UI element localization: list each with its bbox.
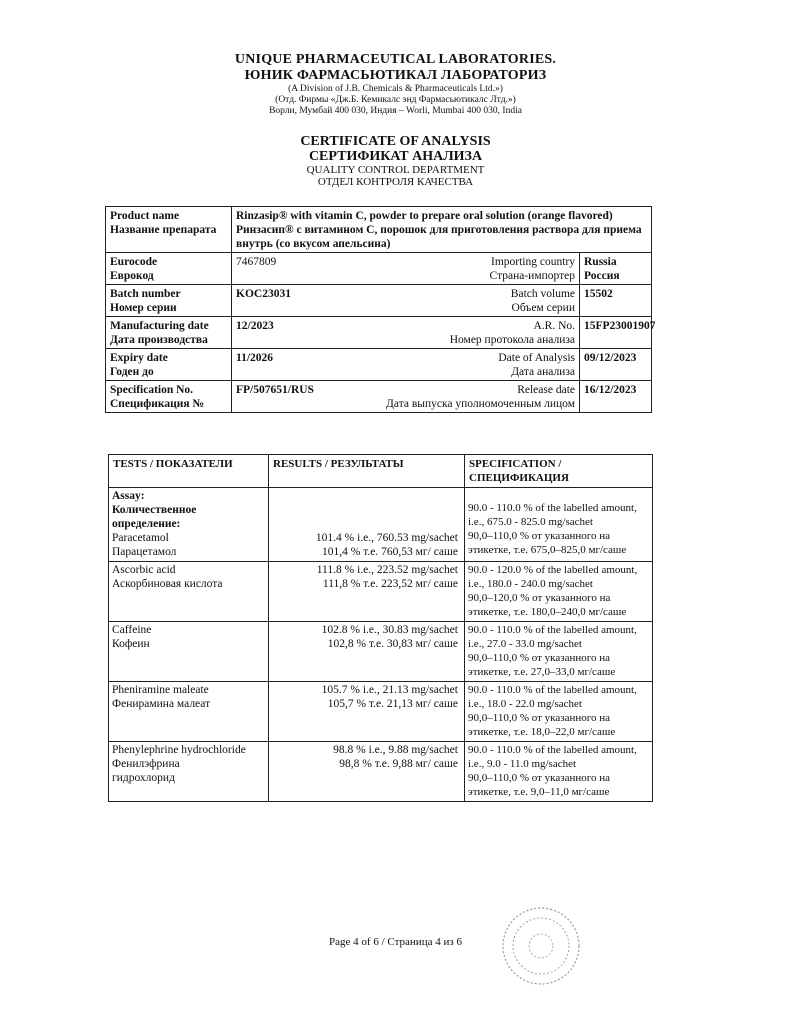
division-en: (A Division of J.B. Chemicals & Pharmaceuticals Ltd.»)	[288, 84, 503, 94]
table-row	[109, 622, 653, 682]
spec-line: 90.0 - 110.0 % of the labelled amount,	[468, 502, 637, 514]
col-tests: TESTS / ПОКАЗАТЕЛИ	[109, 455, 269, 488]
importing-value-en: Russia	[584, 256, 617, 268]
mfg-label	[106, 317, 232, 349]
test-name	[109, 742, 269, 802]
eurocode-label-ru: Еврокод	[110, 270, 154, 282]
result-ru: 98,8 % т.е. 9,88 мг/ саше	[339, 758, 458, 770]
result-ru: 105,7 % т.е. 21,13 мг/ саше	[327, 698, 458, 710]
batch-label-ru: Номер серии	[110, 302, 177, 314]
volume-label	[358, 285, 580, 317]
title-certificate-ru: СЕРТИФИКАТ АНАЛИЗА	[308, 149, 483, 164]
test-specification	[465, 682, 653, 742]
volume-label-en: Batch volume	[510, 288, 575, 300]
test-result	[269, 742, 465, 802]
col-spec-line-2: СПЕЦИФИКАЦИЯ	[469, 472, 569, 484]
expiry-label-en: Expiry date	[110, 352, 168, 364]
test-name-en: Caffeine	[112, 624, 152, 636]
spec-line: 90,0–110,0 % от указанного на	[468, 530, 610, 542]
page-number: Page 4 of 6 / Страница 4 из 6	[329, 936, 462, 948]
spec-line: этикетке, т.е. 27,0–33,0 мг/саше	[468, 666, 616, 678]
assay-heading-en: Assay:	[112, 490, 145, 502]
expiry-label-ru: Годен до	[110, 366, 154, 378]
spec-line: этикетке, т.е. 18,0–22,0 мг/саше	[468, 726, 616, 738]
spec-line: i.e., 180.0 - 240.0 mg/sachet	[468, 578, 593, 590]
batch-label-en: Batch number	[110, 288, 181, 300]
department-en: QUALITY CONTROL DEPARTMENT	[306, 164, 485, 176]
tests-table	[108, 454, 653, 802]
spec-line: 90.0 - 120.0 % of the labelled amount,	[468, 564, 638, 576]
col-specification	[465, 455, 653, 488]
spec-line: i.e., 18.0 - 22.0 mg/sachet	[468, 698, 582, 710]
expiry-label	[106, 349, 232, 381]
test-result	[269, 622, 465, 682]
result-en: 105.7 % i.e., 21.13 mg/sachet	[321, 684, 458, 696]
spec-line: 90,0–110,0 % от указанного на	[468, 712, 610, 724]
test-name-ru-2: гидрохлорид	[112, 772, 175, 784]
product-label-en: Product name	[110, 210, 180, 222]
eurocode-row	[106, 253, 652, 285]
company-seal-stamp	[498, 903, 584, 989]
eurocode-value: 7467809	[232, 253, 358, 285]
batch-row	[106, 285, 652, 317]
seal-inner-ring	[513, 918, 569, 974]
company-name-ru: ЮНИК ФАРМАСЬЮТИКАЛ ЛАБОРАТОРИЗ	[244, 68, 547, 83]
batch-value: KOC23031	[232, 285, 358, 317]
letterhead	[0, 52, 791, 117]
importing-label-en: Importing country	[491, 256, 575, 268]
title-certificate-en: CERTIFICATE OF ANALYSIS	[300, 134, 491, 149]
department-ru: ОТДЕЛ КОНТРОЛЯ КАЧЕСТВА	[317, 176, 474, 188]
test-specification	[465, 622, 653, 682]
spec-line: этикетке, т.е. 675,0–825,0 мг/саше	[468, 544, 627, 556]
tests-header-row	[109, 455, 653, 488]
analysis-label-ru: Дата анализа	[511, 366, 575, 378]
test-name-en: Pheniramine maleate	[112, 684, 209, 696]
manufacturing-row	[106, 317, 652, 349]
analysis-label-en: Date of Analysis	[498, 352, 575, 364]
eurocode-label-en: Eurocode	[110, 256, 158, 268]
test-name	[109, 562, 269, 622]
spec-line: 90,0–110,0 % от указанного на	[468, 772, 610, 784]
mfg-label-en: Manufacturing date	[110, 320, 209, 332]
expiry-row	[106, 349, 652, 381]
analysis-label	[358, 349, 580, 381]
division-ru: (Отд. Фирмы «Дж.Б. Кемикалс энд Фармасьютикалс Лтд.»)	[275, 95, 516, 105]
product-row	[106, 207, 652, 253]
test-specification	[465, 742, 653, 802]
test-result	[269, 488, 465, 562]
test-result	[269, 682, 465, 742]
document-titles	[0, 134, 791, 188]
specification-row	[106, 381, 652, 413]
expiry-value: 11/2026	[232, 349, 358, 381]
assay-heading-ru-2: определение:	[112, 518, 181, 530]
company-address: Ворли, Мумбай 400 030, Индия – Worli, Mumbai 400 030, India	[269, 106, 522, 116]
assay-heading-ru-1: Количественное	[112, 504, 197, 516]
release-label	[358, 381, 580, 413]
spec-label-en: Specification No.	[110, 384, 194, 396]
product-value-en: Rinzasip® with vitamin C, powder to prepare oral solution (orange flavored)	[236, 210, 613, 222]
release-label-en: Release date	[517, 384, 575, 396]
release-label-ru: Дата выпуска уполномоченным лицом	[386, 398, 575, 410]
test-name	[109, 682, 269, 742]
test-name-en: Phenylephrine hydrochloride	[112, 744, 246, 756]
test-name-ru: Фенирамина малеат	[112, 698, 211, 710]
result-ru: 102,8 % т.е. 30,83 мг/ саше	[327, 638, 458, 650]
spec-label-ru: Спецификация №	[110, 398, 204, 410]
test-name-ru: Парацетамол	[112, 546, 177, 558]
ar-value: 15FP23001907	[580, 317, 652, 349]
test-name-en: Paracetamol	[112, 532, 169, 544]
result-ru: 111,8 % т.е. 223,52 мг/ саше	[322, 578, 458, 590]
spec-line: этикетке, т.е. 180,0–240,0 мг/саше	[468, 606, 627, 618]
ar-label-en: A.R. No.	[533, 320, 575, 332]
test-name-en: Ascorbic acid	[112, 564, 176, 576]
test-result	[269, 562, 465, 622]
spec-line: 90,0–110,0 % от указанного на	[468, 652, 610, 664]
company-name-en: UNIQUE PHARMACEUTICAL LABORATORIES.	[234, 52, 557, 67]
test-name-ru: Кофеин	[112, 638, 150, 650]
product-value-ru: Ринзасип® с витамином С, порошок для приготовления раствора для приема внутрь (со вкусом апельсина)	[236, 224, 642, 250]
batch-label	[106, 285, 232, 317]
importing-label	[358, 253, 580, 285]
importing-value	[580, 253, 652, 285]
test-name-ru: Фенилэфрина	[112, 758, 180, 770]
result-en: 102.8 % i.e., 30.83 mg/sachet	[321, 624, 458, 636]
table-row	[109, 682, 653, 742]
release-value: 16/12/2023	[580, 381, 652, 413]
volume-value: 15502	[580, 285, 652, 317]
importing-value-ru: Россия	[584, 270, 620, 282]
spec-label	[106, 381, 232, 413]
product-label-ru: Название препарата	[110, 224, 217, 236]
spec-line: i.e., 675.0 - 825.0 mg/sachet	[468, 516, 593, 528]
ar-label-ru: Номер протокола анализа	[449, 334, 575, 346]
product-info-table	[105, 206, 656, 413]
spec-line: 90.0 - 110.0 % of the labelled amount,	[468, 744, 637, 756]
test-name	[109, 488, 269, 562]
test-name-ru: Аскорбиновая кислота	[112, 578, 223, 590]
eurocode-label	[106, 253, 232, 285]
seal-center-ring	[529, 934, 553, 958]
table-row	[109, 562, 653, 622]
ar-label	[358, 317, 580, 349]
table-row	[109, 742, 653, 802]
test-specification	[465, 562, 653, 622]
product-label	[106, 207, 232, 253]
test-specification	[465, 488, 653, 562]
mfg-label-ru: Дата производства	[110, 334, 208, 346]
spec-line: 90.0 - 110.0 % of the labelled amount,	[468, 624, 637, 636]
spec-line: 90.0 - 110.0 % of the labelled amount,	[468, 684, 637, 696]
test-name	[109, 622, 269, 682]
mfg-value: 12/2023	[232, 317, 358, 349]
volume-label-ru: Объем серии	[511, 302, 575, 314]
analysis-value: 09/12/2023	[580, 349, 652, 381]
result-en: 101.4 % i.e., 760.53 mg/sachet	[315, 532, 458, 544]
result-en: 98.8 % i.e., 9.88 mg/sachet	[333, 744, 458, 756]
seal-outer-ring	[503, 908, 579, 984]
col-results: RESULTS / РЕЗУЛЬТАТЫ	[269, 455, 465, 488]
result-ru: 101,4 % т.е. 760,53 мг/ саше	[322, 546, 458, 558]
spec-line: этикетке, т.е. 9,0–11,0 мг/саше	[468, 786, 610, 798]
spec-line: i.e., 27.0 - 33.0 mg/sachet	[468, 638, 582, 650]
result-en: 111.8 % i.e., 223.52 mg/sachet	[316, 564, 458, 576]
importing-label-ru: Страна-импортер	[489, 270, 575, 282]
spec-line: i.e., 9.0 - 11.0 mg/sachet	[468, 758, 577, 770]
col-spec-line-1: SPECIFICATION /	[469, 458, 562, 470]
spec-line: 90,0–120,0 % от указанного на	[468, 592, 611, 604]
table-row	[109, 488, 653, 562]
product-value	[232, 207, 652, 253]
spec-value: FP/507651/RUS	[232, 381, 358, 413]
